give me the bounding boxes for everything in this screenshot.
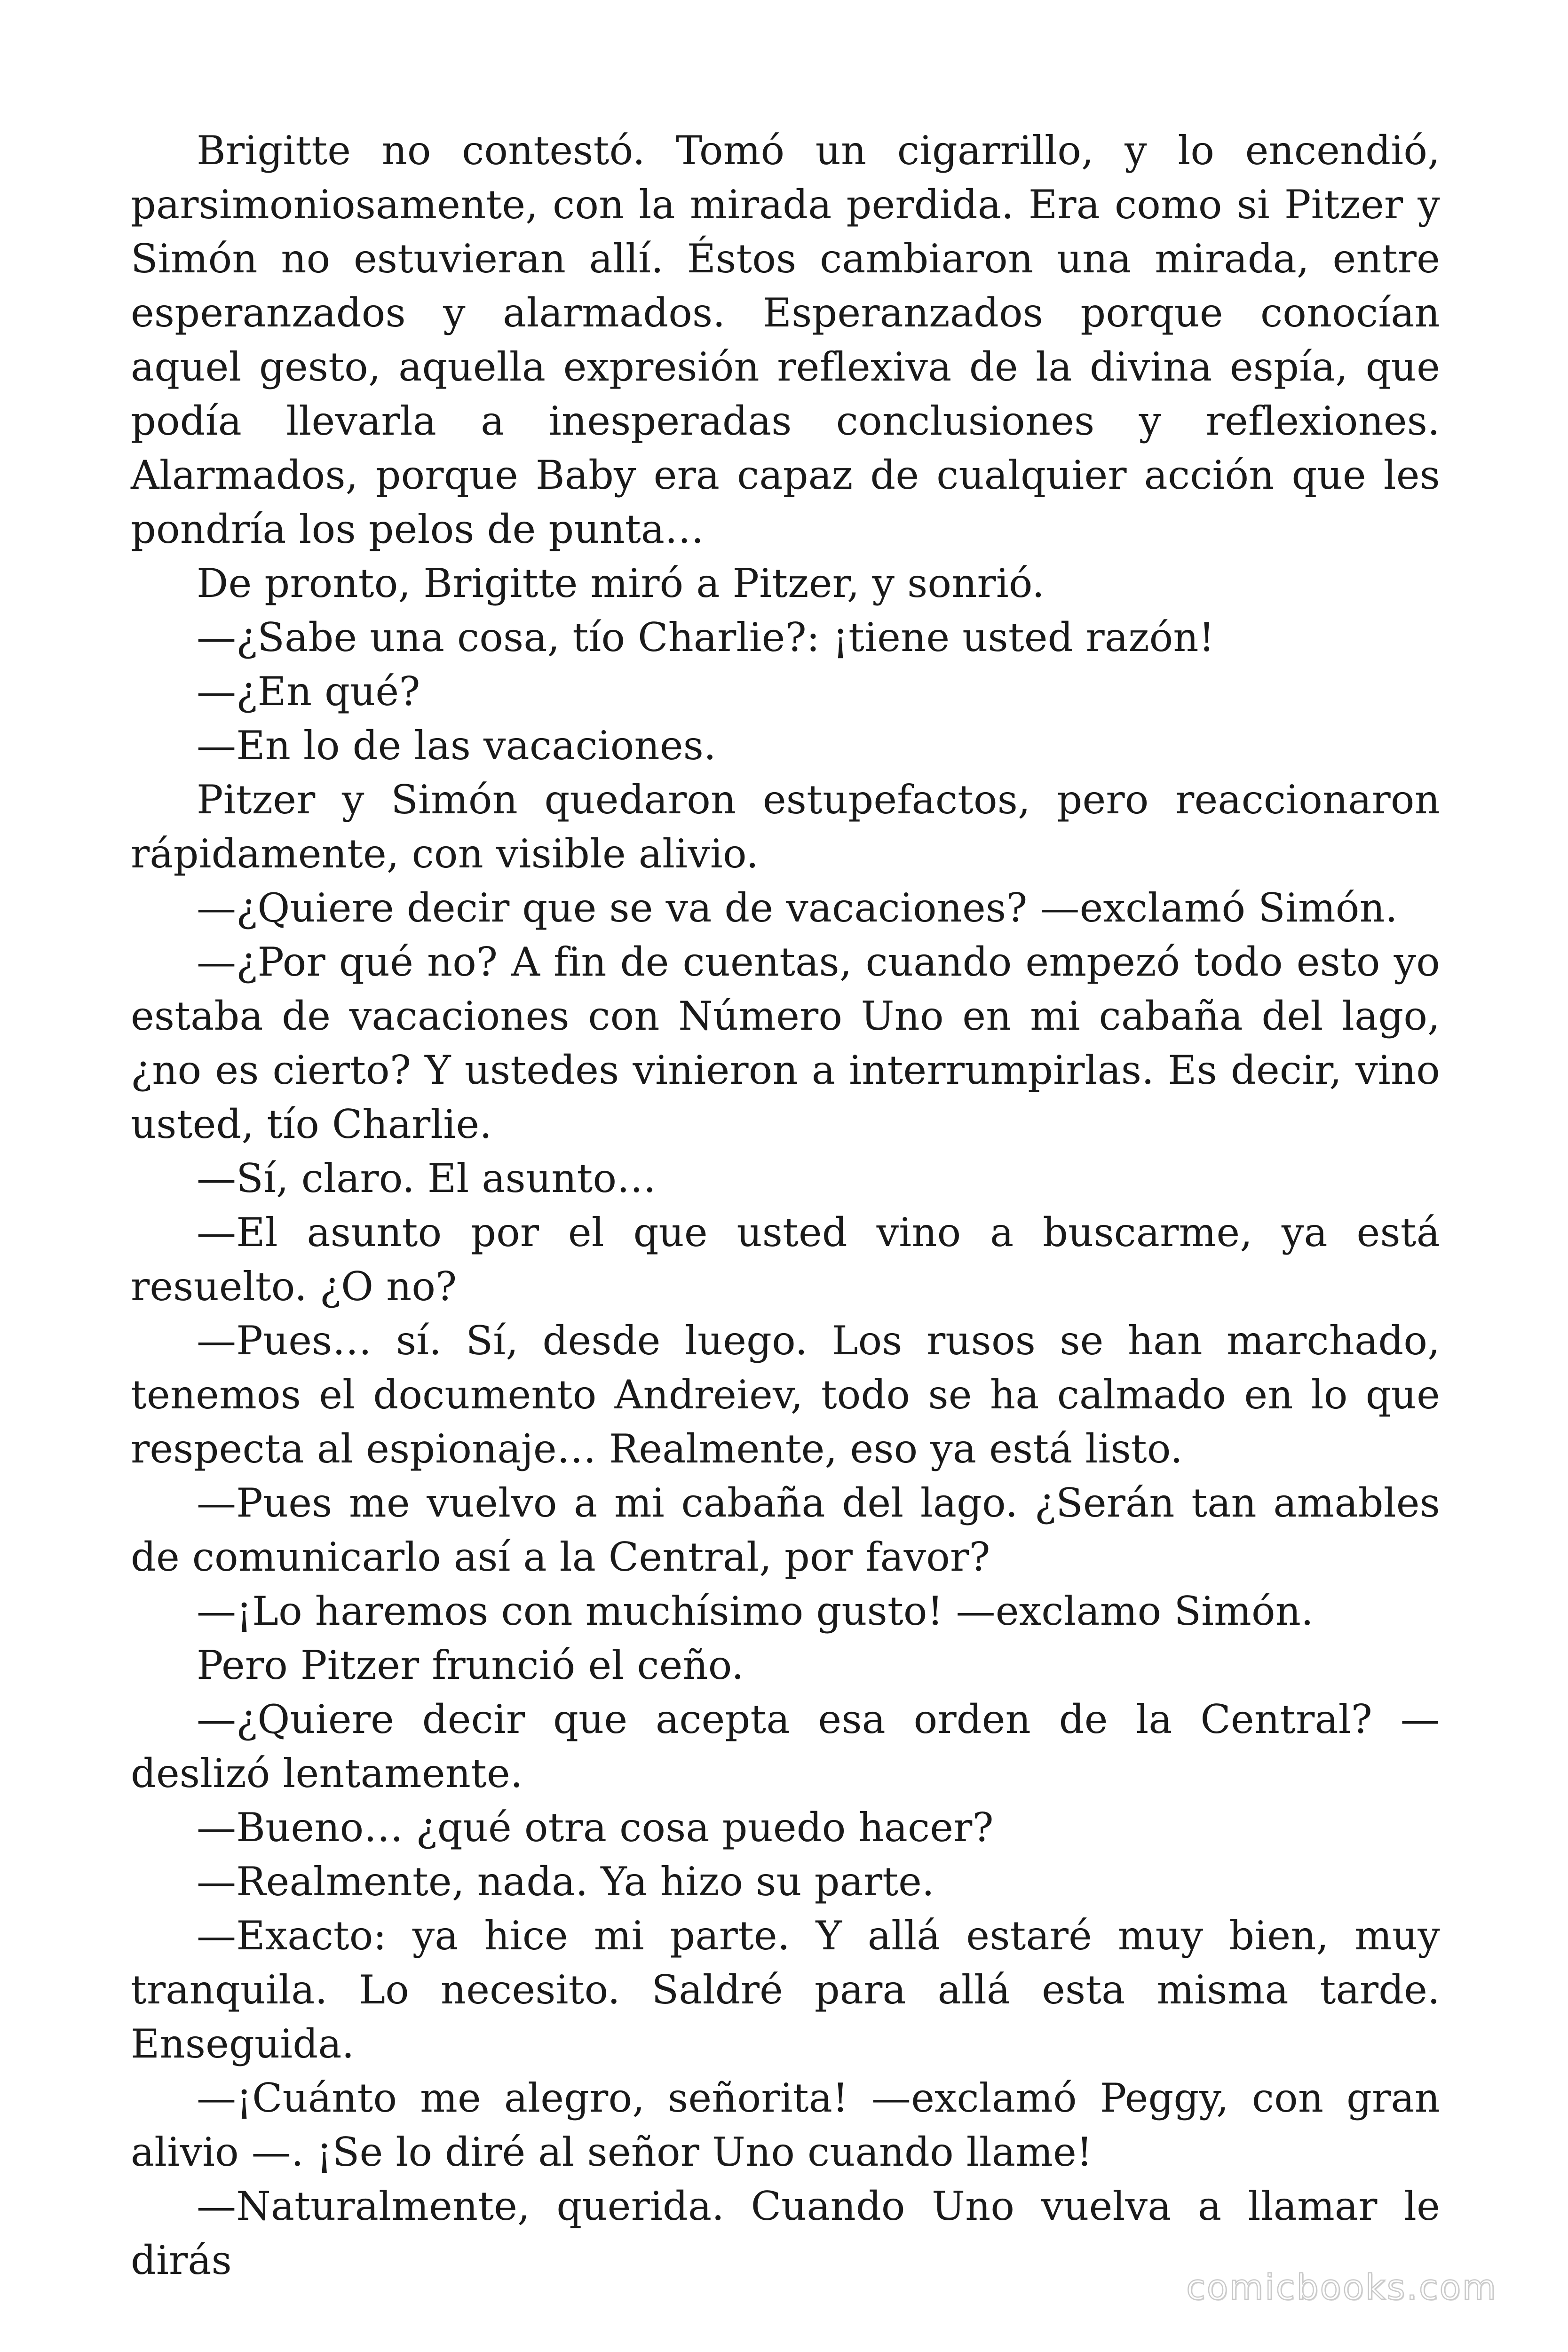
paragraph: —¡Cuánto me alegro, señorita! —exclamó Peggy, con gran alivio —. ¡Se lo diré al señor Uno cuando llame!: [131, 2075, 1440, 2175]
paragraph: De pronto, Brigitte miró a Pitzer, y sonrió.: [197, 560, 1045, 606]
paragraph: —Exacto: ya hice mi parte. Y allá estaré muy bien, muy tranquila. Lo necesito. Saldré para allá esta misma tarde. Enseguida.: [131, 1913, 1440, 2067]
paragraph: —Naturalmente, querida. Cuando Uno vuelva a llamar le dirás: [131, 2183, 1440, 2283]
paragraph: —Pues… sí. Sí, desde luego. Los rusos se han marchado, tenemos el documento Andreiev, todo se ha calmado en lo que respecta al espionaje… Realmente, eso ya está listo.: [131, 1318, 1440, 1472]
paragraph: Pero Pitzer frunció el ceño.: [197, 1642, 744, 1688]
paragraph: —Bueno… ¿qué otra cosa puedo hacer?: [197, 1804, 994, 1851]
watermark: comicbooks.com: [1186, 2267, 1497, 2308]
paragraph: —¡Lo haremos con muchísimo gusto! —exclamo Simón.: [197, 1588, 1314, 1634]
paragraph: —Sí, claro. El asunto…: [197, 1155, 657, 1201]
paragraph: Brigitte no contestó. Tomó un cigarrillo, y lo encendió, parsimoniosamente, con la mirada perdida. Era como si Pitzer y Simón no estuvieran allí. Éstos cambiaron una mirada, entre esperanzados y alarmados. Esperanzados porque conocían aquel gesto, aquella expresión reflexiva de la divina espía, que podía llevarla a inesperadas conclusiones y reflexiones. Alarmados, porque Baby era capaz de cualquier acción que les pondría los pelos de punta…: [131, 127, 1440, 552]
paragraph: —¿Quiere decir que acepta esa orden de la Central? —deslizó lentamente.: [131, 1696, 1440, 1796]
paragraph: —¿Sabe una cosa, tío Charlie?: ¡tiene usted razón!: [197, 614, 1215, 660]
paragraph: —¿En qué?: [197, 668, 420, 715]
paragraph: —En lo de las vacaciones.: [197, 723, 716, 769]
paragraph: —¿Por qué no? A fin de cuentas, cuando empezó todo esto yo estaba de vacaciones con Número Uno en mi cabaña del lago, ¿no es cierto? Y ustedes vinieron a interrumpirlas. Es decir, vino usted, tío Charlie.: [131, 939, 1440, 1147]
paragraph: —Realmente, nada. Ya hizo su parte.: [197, 1859, 934, 1905]
paragraph: —¿Quiere decir que se va de vacaciones? —exclamó Simón.: [197, 885, 1398, 931]
body-text: [131, 124, 1440, 2288]
paragraph: Pitzer y Simón quedaron estupefactos, pero reaccionaron rápidamente, con visible alivio.: [131, 777, 1440, 877]
paragraph: —El asunto por el que usted vino a buscarme, ya está resuelto. ¿O no?: [131, 1209, 1440, 1310]
paragraph: —Pues me vuelvo a mi cabaña del lago. ¿Serán tan amables de comunicarlo así a la Central, por favor?: [131, 1480, 1440, 1580]
